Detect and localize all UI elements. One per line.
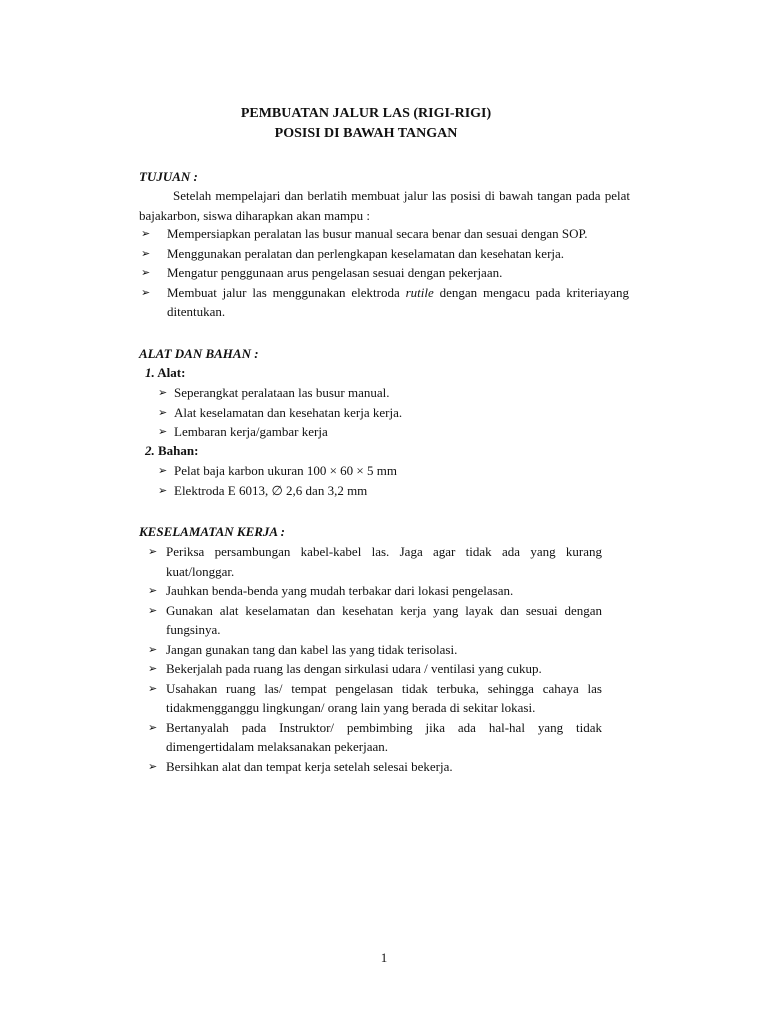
list-item — [141, 224, 629, 244]
arrow-bullet-icon: ➢ — [141, 227, 151, 240]
keselamatan-list — [148, 542, 602, 776]
arrow-bullet-icon: ➢ — [148, 720, 158, 734]
subheading-number: 1. — [145, 365, 155, 380]
list-item-text: Usahakan ruang las/ tempat pengelasan tidak terbuka, sehingga cahaya las tidakmengganggu lingkungan/ orang lain yang berada di sekitar lokasi. — [166, 680, 602, 715]
section-heading-alat-dan-bahan: ALAT DAN BAHAN : — [139, 346, 259, 361]
list-item — [148, 718, 602, 757]
list-item — [148, 601, 602, 640]
list-item — [148, 581, 602, 601]
list-item — [148, 542, 602, 581]
arrow-bullet-icon: ➢ — [158, 425, 168, 438]
list-item-text: Pelat baja karbon ukuran 100 × 60 × 5 mm — [174, 463, 397, 478]
list-item-text: Seperangkat peralataan las busur manual. — [174, 385, 390, 400]
alat-list — [158, 383, 578, 442]
arrow-bullet-icon: ➢ — [148, 681, 158, 695]
list-item-text: Menggunakan peralatan dan perlengkapan keselamatan dan kesehatan kerja. — [167, 245, 565, 261]
list-item-text: Lembaran kerja/gambar kerja — [174, 424, 328, 439]
list-item-text: Elektroda E 6013, ∅ 2,6 dan 3,2 mm — [174, 482, 368, 498]
subheading-bahan — [145, 441, 198, 461]
tujuan-list — [141, 224, 629, 322]
page-number: 1 — [380, 950, 388, 965]
arrow-bullet-icon: ➢ — [148, 545, 158, 558]
list-item-text: Jangan gunakan tang dan kabel las yang tidak terisolasi. — [166, 641, 458, 657]
arrow-bullet-icon: ➢ — [158, 386, 168, 399]
list-item — [141, 244, 629, 264]
list-item — [141, 263, 629, 283]
list-item-text: Mengatur penggunaan arus pengelasan sesuai dengan pekerjaan. — [167, 265, 503, 280]
list-item — [148, 659, 602, 679]
arrow-bullet-icon: ➢ — [158, 464, 168, 477]
arrow-bullet-icon: ➢ — [141, 266, 151, 279]
list-item — [158, 422, 578, 442]
subheading-label: Bahan: — [158, 443, 199, 458]
arrow-bullet-icon: ➢ — [148, 603, 158, 617]
document-title-line-2: POSISI DI BAWAH TANGAN — [274, 126, 458, 141]
list-item — [158, 383, 578, 403]
list-item — [148, 757, 602, 777]
list-item-text: Mempersiapkan peralatan las busur manual secara benar dan sesuai dengan SOP. — [167, 226, 588, 241]
list-item-text — [167, 285, 629, 320]
section-heading-keselamatan-kerja: KESELAMATAN KERJA : — [139, 524, 285, 539]
section-heading-tujuan: TUJUAN : — [139, 169, 198, 184]
list-item — [158, 461, 578, 481]
arrow-bullet-icon: ➢ — [148, 662, 158, 675]
arrow-bullet-icon: ➢ — [148, 584, 158, 597]
list-item-text: Alat keselamatan dan kesehatan kerja kerja. — [174, 404, 403, 420]
subheading-number: 2. — [145, 443, 155, 458]
arrow-bullet-icon: ➢ — [158, 405, 168, 419]
list-item — [141, 283, 629, 322]
arrow-bullet-icon: ➢ — [141, 246, 151, 260]
list-item-text: Bertanyalah pada Instruktor/ pembimbing jika ada hal-hal yang tidak dimengertidalam melaksanakan pekerjaan. — [166, 719, 602, 754]
arrow-bullet-icon: ➢ — [141, 285, 151, 299]
list-item-text: Jauhkan benda-benda yang mudah terbakar dari lokasi pengelasan. — [166, 583, 514, 598]
subheading-alat — [145, 363, 185, 383]
list-item-text-part: dengan mengacu pada kriteriayang ditentukan. — [167, 284, 629, 319]
list-item — [158, 403, 578, 423]
tujuan-intro-paragraph: Setelah mempelajari dan berlatih membuat jalur las posisi di bawah tangan pada pelat bajakarbon, siswa diharapkan akan mampu : — [139, 188, 630, 223]
list-item-text: Bekerjalah pada ruang las dengan sirkulasi udara / ventilasi yang cukup. — [166, 661, 542, 676]
subheading-label: Alat: — [157, 365, 186, 380]
list-item-text: Periksa persambungan kabel-kabel las. Jaga agar tidak ada yang kurang kuat/longgar. — [166, 544, 602, 579]
list-item-text: Bersihkan alat dan tempat kerja setelah selesai bekerja. — [166, 758, 453, 774]
italic-term-rutile: rutile — [405, 284, 434, 300]
list-item-text-part: Membuat jalur las menggunakan elektroda — [167, 284, 406, 300]
list-item — [158, 481, 578, 501]
arrow-bullet-icon: ➢ — [158, 483, 168, 497]
bahan-list — [158, 461, 578, 500]
list-item-text: Gunakan alat keselamatan dan kesehatan kerja yang layak dan sesuai dengan fungsinya. — [166, 602, 602, 637]
list-item — [148, 640, 602, 660]
arrow-bullet-icon: ➢ — [148, 759, 158, 773]
document-title-line-1: PEMBUATAN JALUR LAS (RIGI-RIGI) — [240, 106, 492, 121]
list-item — [148, 679, 602, 718]
arrow-bullet-icon: ➢ — [148, 642, 158, 656]
